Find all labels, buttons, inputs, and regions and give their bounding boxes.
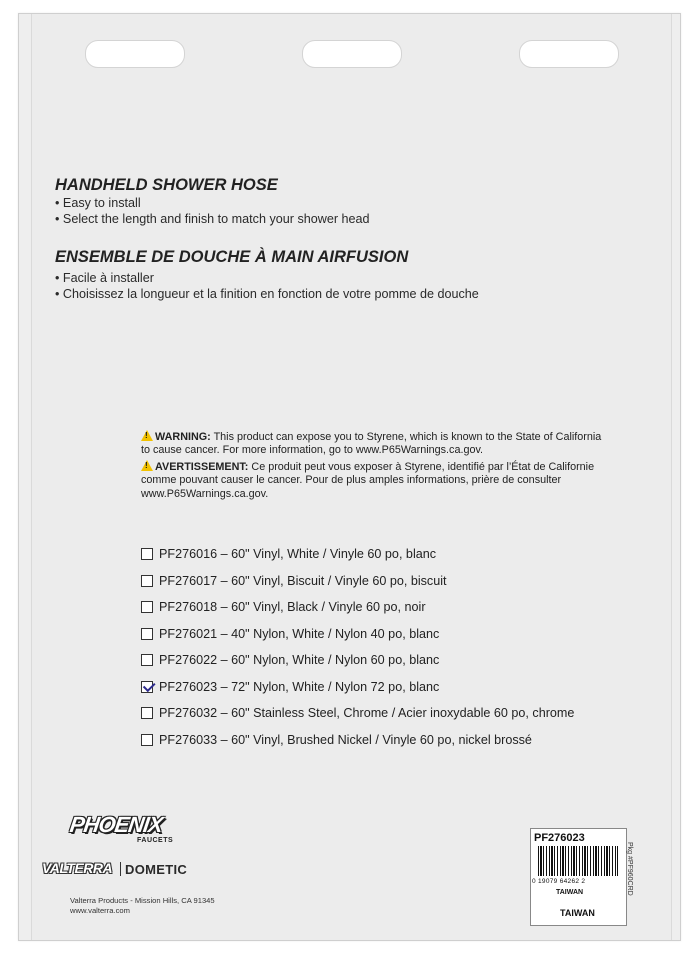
checkbox-icon bbox=[141, 707, 153, 719]
warning-label: WARNING: bbox=[155, 431, 211, 443]
avertissement-label: AVERTISSEMENT: bbox=[155, 461, 249, 473]
checkbox-icon bbox=[141, 601, 153, 613]
valterra-logo: VALTERRA bbox=[42, 860, 113, 876]
warning-fr-text-1: Ce produit peut vous exposer à Styrene, identifié par l’État de Californie bbox=[248, 461, 595, 473]
option-label: PF276016 – 60" Vinyl, White / Vinyle 60 po, blanc bbox=[159, 547, 437, 561]
checkbox-icon bbox=[141, 734, 153, 746]
option-row bbox=[141, 573, 447, 589]
hang-slot-center bbox=[302, 40, 402, 68]
company-website: www.valterra.com bbox=[70, 906, 130, 915]
phoenix-logo: PHOENIX bbox=[68, 812, 164, 837]
option-label: PF276022 – 60" Nylon, White / Nylon 60 po, blanc bbox=[159, 653, 440, 667]
company-address: Valterra Products - Mission Hills, CA 91345 bbox=[70, 896, 215, 905]
bullet-fr-1: • Facile à installer bbox=[55, 271, 154, 285]
option-label: PF276017 – 60" Vinyl, Biscuit / Vinyle 60 po, biscuit bbox=[159, 573, 447, 588]
warning-triangle-icon bbox=[141, 460, 153, 471]
hang-slot-left bbox=[85, 40, 185, 68]
option-label: PF276021 – 40" Nylon, White / Nylon 40 po, blanc bbox=[159, 626, 440, 641]
warning-triangle-icon bbox=[141, 430, 153, 441]
option-row bbox=[141, 679, 439, 695]
logo-divider bbox=[120, 862, 121, 876]
barcode-icon bbox=[538, 846, 618, 876]
bullet-en-1-text: Easy to install bbox=[62, 196, 141, 210]
bullet-en-1: • Easy to install bbox=[55, 196, 141, 210]
warning-en-line-1 bbox=[141, 430, 601, 443]
checkbox-icon bbox=[141, 628, 153, 640]
dometic-logo: DOMETIC bbox=[125, 862, 188, 877]
origin-small: TAIWAN bbox=[556, 889, 584, 896]
bullet-en-2: • Select the length and finish to match your shower head bbox=[55, 212, 370, 226]
warning-fr-line-3: www.P65Warnings.ca.gov. bbox=[141, 488, 269, 500]
bullet-fr-2: • Choisissez la longueur et la finition en fonction de votre pomme de douche bbox=[55, 287, 479, 301]
upc-number: 0 19079 64262 2 bbox=[532, 878, 586, 885]
bullet-en-2-text: Select the length and finish to match your shower head bbox=[62, 212, 370, 226]
origin-large: TAIWAN bbox=[560, 908, 595, 918]
warning-en-text-1: This product can expose you to Styrene, which is known to the State of California bbox=[210, 431, 602, 443]
warning-en-line-2: to cause cancer. For more information, go to www.P65Warnings.ca.gov. bbox=[141, 444, 484, 456]
option-row bbox=[141, 652, 439, 668]
bullet-fr-1-text: Facile à installer bbox=[62, 271, 154, 285]
option-label: PF276023 – 72" Nylon, White / Nylon 72 po, blanc bbox=[159, 679, 440, 694]
option-row bbox=[141, 599, 426, 615]
option-label: PF276018 – 60" Vinyl, Black / Vinyle 60 po, noir bbox=[159, 600, 426, 614]
warning-fr-line-2: comme pouvant causer le cancer. Pour de plus amples informations, prière de consulter bbox=[141, 474, 562, 486]
checkbox-icon bbox=[141, 548, 153, 560]
checkbox-icon bbox=[141, 654, 153, 666]
title-english: HANDHELD SHOWER HOSE bbox=[55, 176, 278, 194]
sku-number: PF276023 bbox=[534, 832, 585, 844]
package-code: Pkg #PF960CRD bbox=[626, 842, 633, 896]
option-row bbox=[141, 626, 439, 642]
bullet-fr-2-text: Choisissez la longueur et la finition en fonction de votre pomme de douche bbox=[62, 287, 479, 301]
hang-slot-right bbox=[519, 40, 619, 68]
checkbox-icon bbox=[141, 575, 153, 587]
option-row bbox=[141, 732, 532, 748]
option-label: PF276032 – 60" Stainless Steel, Chrome / Acier inoxydable 60 po, chrome bbox=[159, 706, 575, 720]
title-french: ENSEMBLE DE DOUCHE À MAIN AIRFUSION bbox=[55, 248, 409, 266]
warning-fr-line-1 bbox=[141, 460, 594, 473]
option-row bbox=[141, 546, 436, 562]
option-row bbox=[141, 705, 574, 721]
faucets-wordmark: FAUCETS bbox=[137, 837, 174, 844]
checked-box-icon bbox=[141, 681, 153, 693]
option-label: PF276033 – 60" Vinyl, Brushed Nickel / Vinyle 60 po, nickel brossé bbox=[159, 732, 532, 747]
